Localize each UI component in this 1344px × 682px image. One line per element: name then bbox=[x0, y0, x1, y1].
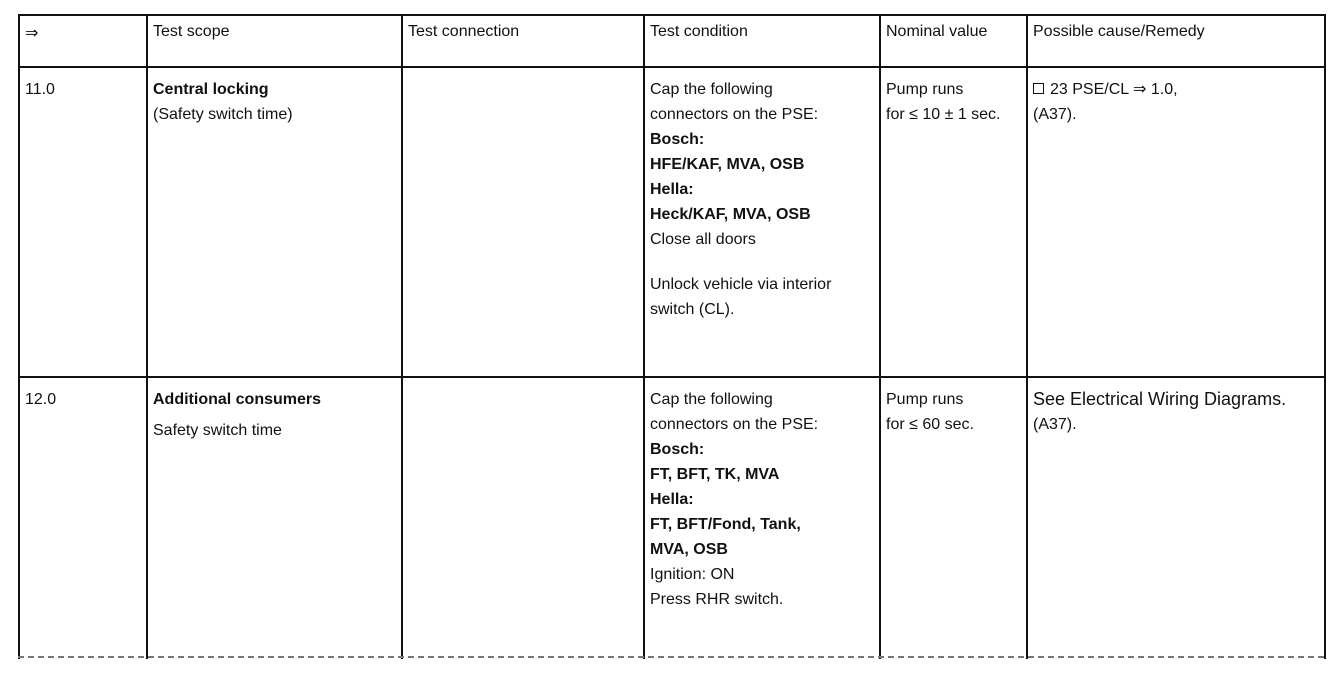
header-nominal-value: Nominal value bbox=[880, 15, 1027, 67]
condition-bosch-items: HFE/KAF, MVA, OSB bbox=[650, 156, 805, 173]
cell-nominal bbox=[880, 67, 1027, 377]
condition-hella-items: Heck/KAF, MVA, OSB bbox=[650, 206, 811, 223]
condition-hella-label: Hella: bbox=[650, 491, 694, 508]
cause-line-2: (A37). bbox=[1033, 416, 1077, 433]
table-row bbox=[19, 67, 1325, 377]
condition-intro-2: connectors on the PSE: bbox=[650, 416, 819, 433]
step-number: 12.0 bbox=[25, 391, 57, 408]
condition-step-2a: Unlock vehicle via interior bbox=[650, 276, 832, 293]
cell-scope bbox=[147, 67, 402, 377]
header-test-connection: Test connection bbox=[402, 15, 644, 67]
cell-cause bbox=[1027, 377, 1325, 659]
checkbox-icon bbox=[1033, 83, 1044, 94]
cause-ref-text: 23 PSE/CL ⇒ 1.0, bbox=[1050, 81, 1178, 98]
condition-intro-2: connectors on the PSE: bbox=[650, 106, 819, 123]
header-test-condition: Test condition bbox=[644, 15, 880, 67]
table-row bbox=[19, 377, 1325, 659]
connection-text bbox=[408, 387, 638, 412]
connection-text bbox=[408, 77, 638, 102]
page-cut-line bbox=[18, 656, 1324, 658]
nominal-line-1: Pump runs bbox=[886, 81, 964, 98]
cell-condition bbox=[644, 377, 880, 659]
condition-bosch-items: FT, BFT, TK, MVA bbox=[650, 466, 780, 483]
cell-ref bbox=[19, 67, 147, 377]
condition-hella-items-2: MVA, OSB bbox=[650, 541, 728, 558]
header-ref: ⇒ bbox=[19, 15, 147, 67]
document-sheet bbox=[18, 14, 1324, 658]
nominal-line-1: Pump runs bbox=[886, 391, 964, 408]
nominal-line-2: for ≤ 60 sec. bbox=[886, 416, 974, 433]
condition-bosch-label: Bosch: bbox=[650, 441, 705, 458]
condition-intro-1: Cap the following bbox=[650, 391, 773, 408]
condition-spacer bbox=[650, 252, 874, 272]
header-test-scope: Test scope bbox=[147, 15, 402, 67]
cell-scope bbox=[147, 377, 402, 659]
table-header-row bbox=[19, 15, 1325, 67]
cell-connection bbox=[402, 377, 644, 659]
condition-hella-label: Hella: bbox=[650, 181, 694, 198]
condition-step-2b: switch (CL). bbox=[650, 301, 735, 318]
condition-step-1: Close all doors bbox=[650, 231, 756, 248]
scope-title: Additional consumers bbox=[153, 391, 322, 408]
header-possible-cause: Possible cause/Remedy bbox=[1027, 15, 1325, 67]
scope-subtitle: (Safety switch time) bbox=[153, 106, 293, 123]
cell-cause bbox=[1027, 67, 1325, 377]
cell-connection bbox=[402, 67, 644, 377]
cause-line-1: See Electrical Wiring Diagrams. bbox=[1033, 389, 1287, 409]
cause-line-1 bbox=[1033, 77, 1319, 102]
cell-nominal bbox=[880, 377, 1027, 659]
scope-title: Central locking bbox=[153, 81, 269, 98]
cell-ref bbox=[19, 377, 147, 659]
condition-intro-1: Cap the following bbox=[650, 81, 773, 98]
scope-subtitle: Safety switch time bbox=[153, 422, 282, 439]
cell-condition bbox=[644, 67, 880, 377]
condition-bosch-label: Bosch: bbox=[650, 131, 705, 148]
cause-line-2: (A37). bbox=[1033, 106, 1077, 123]
condition-step-1: Ignition: ON bbox=[650, 566, 735, 583]
test-procedure-table bbox=[18, 14, 1326, 659]
condition-hella-items-1: FT, BFT/Fond, Tank, bbox=[650, 516, 801, 533]
step-number: 11.0 bbox=[25, 81, 55, 98]
nominal-line-2: for ≤ 10 ± 1 sec. bbox=[886, 106, 1001, 123]
condition-step-2: Press RHR switch. bbox=[650, 591, 784, 608]
